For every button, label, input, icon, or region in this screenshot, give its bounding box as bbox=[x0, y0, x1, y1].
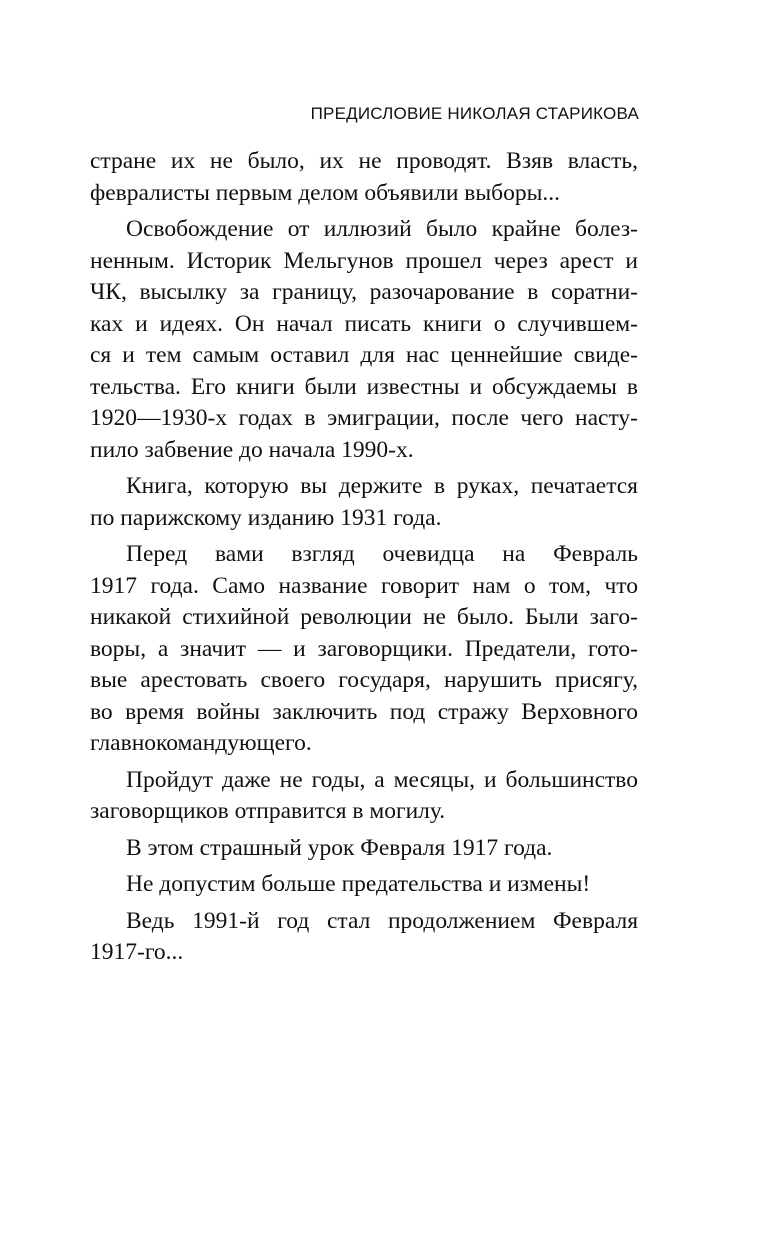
paragraph bbox=[90, 471, 638, 534]
paragraph bbox=[90, 906, 638, 969]
text-line: ках и идеях. Он начал писать книги о случившем- bbox=[90, 310, 638, 337]
text-line: В этом страшный урок Февраля 1917 года. bbox=[126, 834, 553, 861]
text-line: во время войны заключить под стражу Верховного bbox=[90, 698, 638, 725]
text-line: 1917-го... bbox=[90, 939, 184, 965]
text-line: февралисты первым делом объявили выборы... bbox=[90, 179, 561, 206]
paragraph bbox=[90, 833, 638, 865]
text-line: 1920—1930-х годах в эмиграции, после чего насту- bbox=[90, 405, 638, 431]
text-line: воры, а значит — и заговорщики. Предатели, гото- bbox=[90, 635, 638, 662]
paragraph bbox=[90, 214, 638, 466]
text-line: пило забвение до начала 1990-х. bbox=[90, 436, 414, 463]
text-line: Книга, которую вы держите в руках, печатается bbox=[126, 473, 638, 499]
text-line: Пройдут даже не годы, а месяцы, и большинство bbox=[126, 766, 638, 793]
text-line: стране их не было, их не проводят. Взяв власть, bbox=[90, 148, 638, 174]
text-line: вые арестовать своего государя, нарушить присягу, bbox=[90, 667, 638, 693]
text-line: никакой стихийной революции не было. Были заго- bbox=[90, 604, 638, 630]
paragraph bbox=[90, 146, 638, 209]
paragraph bbox=[90, 539, 638, 760]
text-line: Ведь 1991-й год стал продолжением Февраля bbox=[126, 907, 638, 934]
text-line: Освобождение от иллюзий было крайне болез- bbox=[126, 216, 638, 242]
text-line: ся и тем самым оставил для нас ценнейшие свиде- bbox=[90, 342, 638, 368]
text-line: 1917 года. Само название говорит нам о том, что bbox=[90, 572, 638, 599]
text-line: ЧК, высылку за границу, разочарование в соратни- bbox=[90, 279, 638, 305]
text-line: тельства. Его книги были известны и обсуждаемы в bbox=[90, 373, 638, 400]
text-line: заговорщиков отправится в могилу. bbox=[90, 798, 446, 824]
text-line: главнокомандующего. bbox=[90, 730, 312, 756]
paragraph bbox=[90, 869, 638, 901]
text-line: Не допустим больше предательства и измены! bbox=[126, 871, 591, 897]
body-text bbox=[90, 146, 638, 974]
text-line: ненным. Историк Мельгунов прошел через арест и bbox=[90, 247, 638, 274]
paragraph bbox=[90, 765, 638, 828]
text-line: Перед вами взгляд очевидца на Февраль bbox=[126, 541, 638, 567]
text-line: по парижскому изданию 1931 года. bbox=[90, 504, 442, 531]
running-head: ПРЕДИСЛОВИЕ НИКОЛАЯ СТАРИКОВА bbox=[310, 104, 639, 123]
